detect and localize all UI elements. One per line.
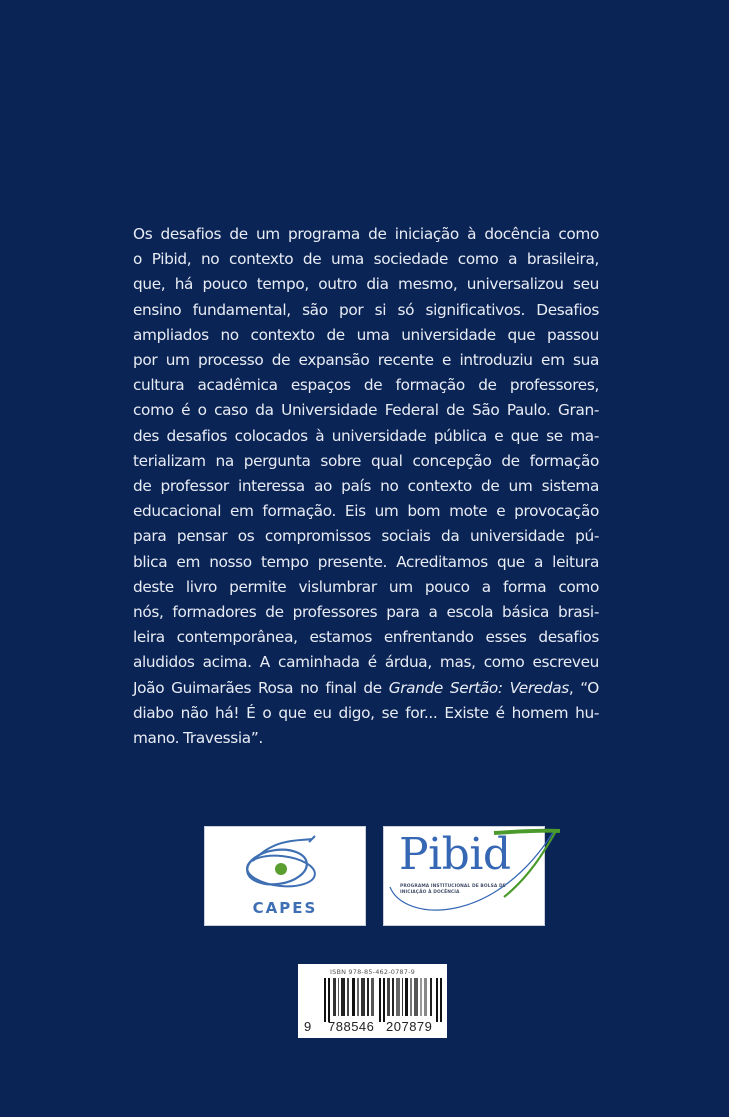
book-title-italic: Grande Sertão: Veredas xyxy=(388,678,569,697)
pibid-subtitle: PROGRAMA INSTITUCIONAL DE BOLSA DE INICIAÇÃO À DOCÊNCIA xyxy=(400,884,506,895)
blurb-line: como é o caso da Universidade Federal de São Paulo. Gran- xyxy=(133,401,599,420)
pibid-logo xyxy=(383,826,545,926)
blurb-line: deste livro permite vislumbrar um pouco a forma como xyxy=(133,577,599,596)
citation-suffix: , “O xyxy=(568,678,599,697)
blurb-text xyxy=(133,222,599,751)
blurb-line: nós, formadores de professores para a escola básica brasi- xyxy=(133,603,599,622)
isbn-label: ISBN 978-85-462-0787-9 xyxy=(330,968,415,976)
blurb-line: o Pibid, no contexto de uma sociedade como a brasileira, xyxy=(133,250,599,269)
blurb-line: terializam na pergunta sobre qual concepção de formação xyxy=(133,451,599,470)
blurb-line-citation xyxy=(133,676,599,701)
citation-prefix: João Guimarães Rosa no final de xyxy=(133,678,389,697)
blurb-line: blica em nosso tempo presente. Acreditamos que a leitura xyxy=(133,552,599,571)
capes-logo xyxy=(204,826,366,926)
blurb-line: leira contemporânea, estamos enfrentando esses desafios xyxy=(133,628,599,647)
blurb-line: ampliados no contexto de uma universidade que passou xyxy=(133,325,599,344)
blurb-line: para pensar os compromissos sociais da universidade pú- xyxy=(133,527,599,546)
blurb-line: ensino fundamental, são por si só significativos. Desafios xyxy=(133,300,599,319)
blurb-line: des desafios colocados à universidade pública e que se ma- xyxy=(133,426,599,445)
blurb-line-last: mano. Travessia”. xyxy=(133,729,263,748)
blurb-line: educacional em formação. Eis um bom mote e provocação xyxy=(133,502,599,521)
blurb-line: cultura acadêmica espaços de formação de professores, xyxy=(133,376,599,395)
blurb-line: por um processo de expansão recente e introduziu em sua xyxy=(133,351,599,370)
isbn-barcode xyxy=(298,964,447,1038)
barcode-bars-icon xyxy=(324,978,442,1022)
barcode-digits-left: 788546 xyxy=(328,1019,375,1034)
blurb-line: que, há pouco tempo, outro dia mesmo, universalizou seu xyxy=(133,275,599,294)
capes-label: CAPES xyxy=(252,899,318,917)
blurb-line: de professor interessa ao país no contexto de um sistema xyxy=(133,477,599,496)
barcode-digit-first: 9 xyxy=(304,1019,312,1034)
blurb-line: diabo não há! É o que eu digo, se for... Existe é homem hu- xyxy=(133,703,599,722)
blurb-line: Os desafios de um programa de iniciação à docência como xyxy=(133,225,599,243)
barcode-digits-right: 207879 xyxy=(386,1019,433,1034)
pibid-title: Pibid xyxy=(399,829,511,880)
blurb-line: aludidos acima. A caminhada é árdua, mas, como escreveu xyxy=(133,653,599,672)
